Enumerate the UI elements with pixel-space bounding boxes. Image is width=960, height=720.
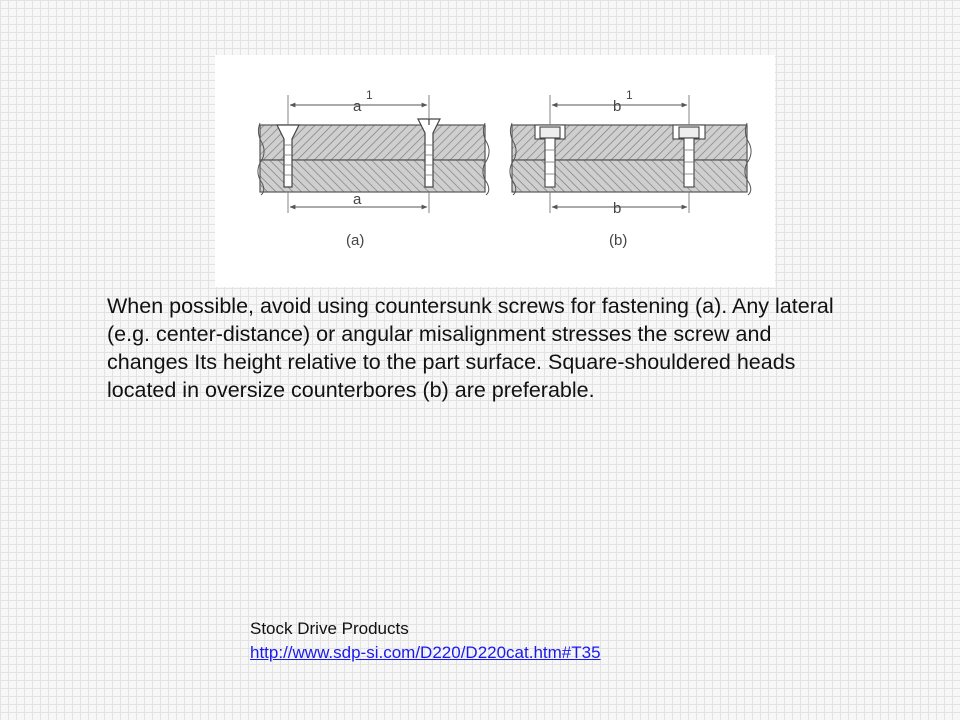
dimension-label-b-top: b <box>613 98 622 115</box>
diagram-svg <box>215 55 775 287</box>
caption-b: (b) <box>609 232 628 249</box>
caption-a: (a) <box>346 232 365 249</box>
source-name: Stock Drive Products <box>250 619 409 638</box>
dimension-label-b-bottom: b <box>613 200 622 217</box>
dimension-label-a-top: a <box>353 98 362 115</box>
bottom-plate-a <box>260 160 485 192</box>
dimension-superscript-a: 1 <box>366 88 373 102</box>
source-citation <box>250 617 601 665</box>
assembly-b <box>510 88 751 249</box>
body-paragraph: When possible, avoid using countersunk screws for fastening (a). Any lateral (e.g. center-distance) or angular misalignment stresses the screw and changes Its height relative to the part surface. Square-shouldered heads located in oversize counterbores (b) are preferable. <box>107 294 834 402</box>
dimension-superscript-b: 1 <box>626 88 633 102</box>
source-link[interactable]: http://www.sdp-si.com/D220/D220cat.htm#T35 <box>250 643 601 662</box>
assembly-a <box>258 88 489 249</box>
dimension-label-a-bottom: a <box>353 191 362 208</box>
fastener-diagram <box>215 55 775 287</box>
